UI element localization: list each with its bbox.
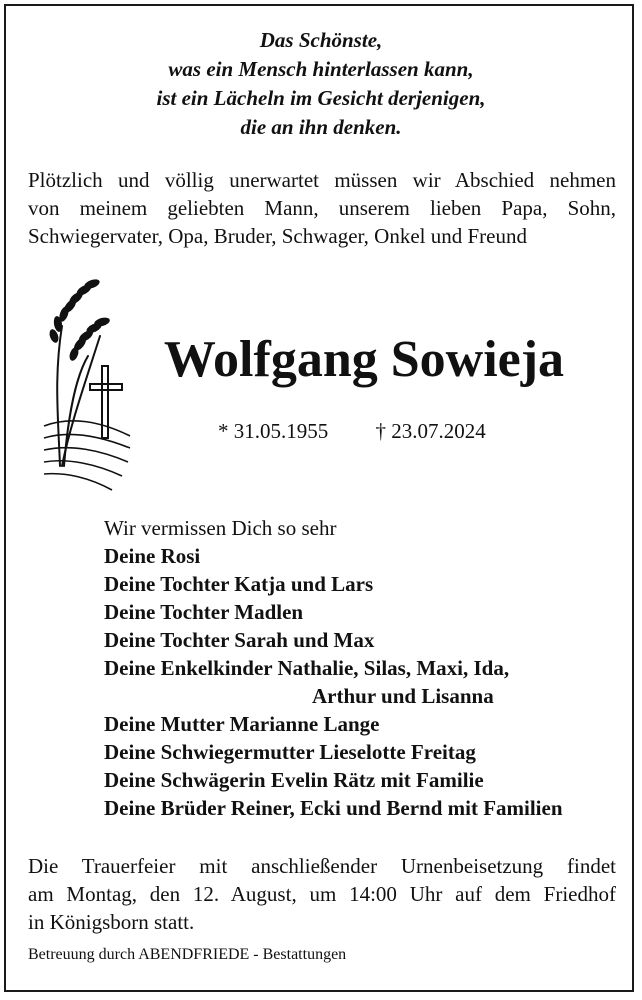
family-member: Deine Enkelkinder Nathalie, Silas, Maxi, Ida, — [104, 656, 510, 680]
family-list — [104, 514, 624, 822]
service-line: in Königsborn statt. — [28, 910, 195, 934]
intro-line: Schwiegervater, Opa, Bruder, Schwager, Onkel und Freund — [28, 224, 527, 248]
quote-line: Das Schönste, — [259, 28, 383, 52]
family-member: Deine Tochter Madlen — [104, 600, 304, 624]
deceased-name: Wolfgang Sowieja — [163, 331, 565, 388]
death-date: † 23.07.2024 — [375, 419, 486, 443]
family-member: Deine Tochter Sarah und Max — [104, 628, 375, 652]
family-intro: Wir vermissen Dich so sehr — [104, 516, 337, 540]
birth-date: * 31.05.1955 — [218, 419, 329, 443]
family-member: Deine Mutter Marianne Lange — [104, 712, 380, 736]
quote-line: ist ein Lächeln im Gesicht derjenigen, — [156, 86, 486, 110]
funeral-service-info — [28, 852, 616, 936]
intro-line: Plötzlich und völlig unerwartet müssen wir Abschied nehmen — [28, 168, 616, 192]
quote-line: die an ihn denken. — [240, 115, 402, 139]
family-member: Deine Schwiegermutter Lieselotte Freitag — [104, 740, 476, 764]
family-member-continued: Arthur und Lisanna — [312, 684, 494, 708]
life-dates — [218, 417, 486, 445]
quote-line: was ein Mensch hinterlassen kann, — [168, 57, 474, 81]
family-member: Deine Rosi — [104, 544, 201, 568]
service-line: am Montag, den 12. August, um 14:00 Uhr auf dem Friedhof — [28, 882, 616, 906]
funeral-home-credit: Betreuung durch ABENDFRIEDE - Bestattungen — [28, 946, 347, 963]
intro-paragraph — [28, 166, 616, 250]
memorial-quote — [0, 26, 642, 142]
family-member: Deine Tochter Katja und Lars — [104, 572, 374, 596]
service-line: Die Trauerfeier mit anschließender Urnenbeisetzung findet — [28, 854, 616, 878]
family-member: Deine Schwägerin Evelin Rätz mit Familie — [104, 768, 484, 792]
family-member: Deine Brüder Reiner, Ecki und Bernd mit Familien — [104, 796, 563, 820]
intro-line: von meinem geliebten Mann, unserem lieben Papa, Sohn, — [28, 196, 616, 220]
